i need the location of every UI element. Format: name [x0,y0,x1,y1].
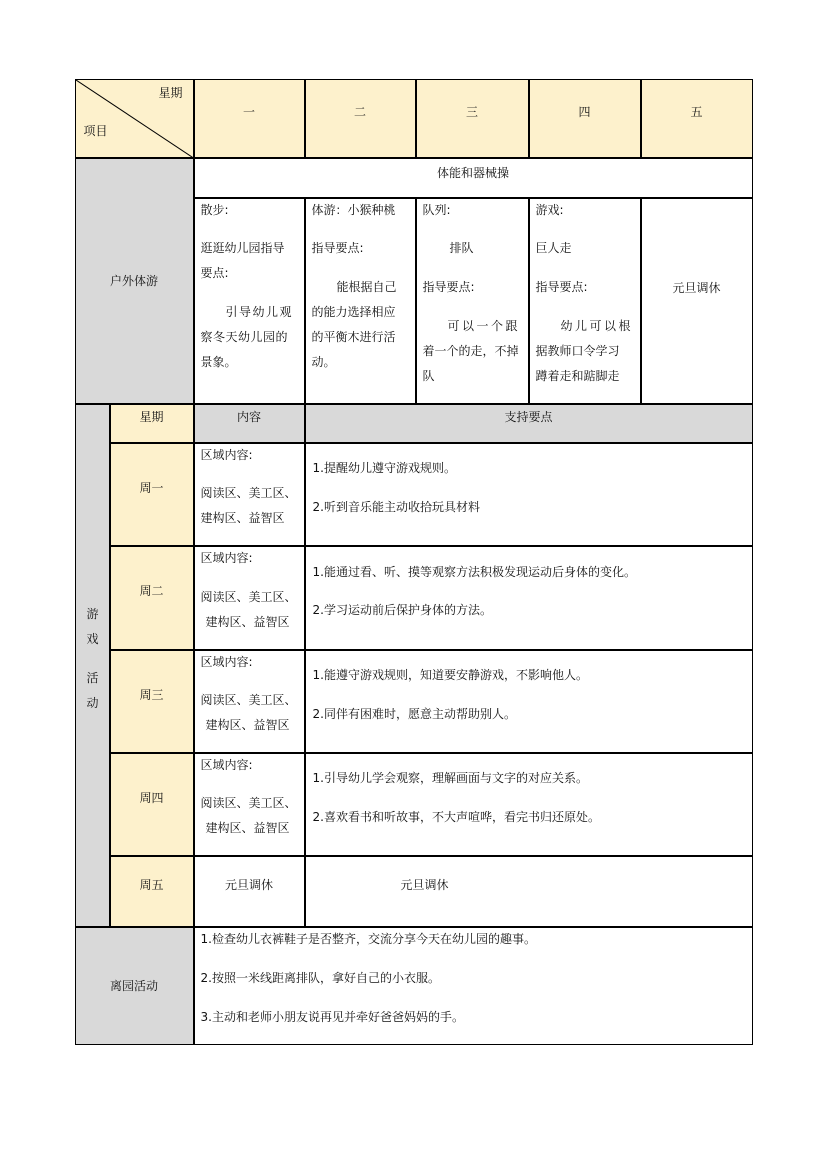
outdoor-mon-line: 景象。 [200,354,237,369]
header-day-tue: 二 [305,79,416,158]
game-row-content [194,650,305,753]
outdoor-thu-cell [529,198,641,404]
header-day-thu: 四 [529,79,641,158]
game-content-line: 建构区、益智区 [200,510,285,525]
outdoor-mon-cell [194,198,305,404]
game-content-line: 区域内容: [200,757,253,772]
outdoor-mon-line: 散步: [200,202,229,217]
game-row-day: 周四 [110,753,194,856]
game-content-line: 区域内容: [200,447,253,462]
header-day-wed: 三 [416,79,529,158]
outdoor-banner: 体能和器械操 [194,158,753,198]
outdoor-thu-line: 蹲着走和踮脚走 [535,368,620,383]
outdoor-thu-line: 巨人走 [535,240,572,255]
header-corner-cell [75,79,194,158]
game-row-support [305,443,753,546]
game-side-char: 游 [86,606,99,621]
outdoor-mon-line: 察冬天幼儿园的 [200,329,289,344]
game-side-char: 活 [86,670,99,685]
game-support-line: 元旦调休 [400,877,449,892]
game-support-line: 2.同伴有困难时，愿意主动帮助别人。 [312,706,516,721]
outdoor-wed-line: 排队 [449,240,474,255]
game-row-support [305,650,753,753]
game-side-label [75,404,110,927]
game-side-char: 动 [86,695,99,710]
header-day-fri: 五 [641,79,753,158]
game-row-content [194,753,305,856]
game-content-line: 阅读区、美工区、 [200,692,297,707]
leave-point: 2.按照一米线距离排队，拿好自己的小衣服。 [200,970,440,985]
game-side-char: 戏 [86,631,99,646]
game-support-line: 2.听到音乐能主动收拾玩具材料 [312,499,480,514]
game-support-line: 1.提醒幼儿遵守游戏规则。 [312,460,456,475]
outdoor-wed-line: 队列: [422,202,451,217]
outdoor-mon-line: 逛逛幼儿园指导 [200,240,285,255]
game-content-line: 阅读区、美工区、 [200,589,297,604]
game-content-line: 阅读区、美工区、 [200,795,297,810]
header-day-mon: 一 [194,79,305,158]
game-col-support: 支持要点 [305,404,753,443]
outdoor-tue-cell [305,198,416,404]
game-row-content [194,546,305,650]
game-row-support [305,856,753,927]
game-row-day: 周一 [110,443,194,546]
outdoor-tue-line: 体游：小猴种桃 [311,202,396,217]
game-row-day: 周三 [110,650,194,753]
game-row-support [305,753,753,856]
leave-point: 3.主动和老师小朋友说再见并牵好爸爸妈妈的手。 [200,1009,464,1024]
game-row-content: 元旦调休 [194,856,305,927]
game-row-support [305,546,753,650]
game-content-line: 建构区、益智区 [205,820,290,835]
game-row-day: 周二 [110,546,194,650]
outdoor-wed-cell [416,198,529,404]
outdoor-tue-line: 的能力选择相应 [311,304,396,319]
game-support-line: 1.引导幼儿学会观察，理解画面与文字的对应关系。 [312,770,588,785]
game-support-line: 1.能遵守游戏规则，知道要安静游戏，不影响他人。 [312,667,588,682]
game-support-line: 2.喜欢看书和听故事，不大声喧哗，看完书归还原处。 [312,809,600,824]
corner-weekday-label: 星期 [158,85,183,100]
game-col-week: 星期 [110,404,194,443]
outdoor-fri-cell: 元旦调休 [641,198,753,404]
outdoor-thu-line: 据教师口令学习 [535,343,620,358]
outdoor-mon-line: 要点: [200,265,229,280]
game-content-line: 区域内容: [200,654,253,669]
game-col-content: 内容 [194,404,305,443]
outdoor-label: 户外体游 [75,158,194,404]
game-content-line: 建构区、益智区 [205,614,290,629]
outdoor-tue-line: 指导要点: [311,240,364,255]
outdoor-tue-line: 的平衡木进行活 [311,329,396,344]
outdoor-wed-line: 着一个的走，不掉 [422,343,519,358]
leave-points [194,927,753,1045]
outdoor-thu-line: 游戏: [535,202,564,217]
outdoor-tue-line: 能根据自己 [336,279,397,294]
game-content-line: 阅读区、美工区、 [200,485,297,500]
outdoor-wed-line: 可以一个跟 [447,318,521,333]
game-support-line: 2.学习运动前后保护身体的方法。 [312,602,492,617]
leave-label: 离园活动 [75,927,194,1045]
game-row-day: 周五 [110,856,194,927]
outdoor-thu-line: 幼儿可以根 [560,318,634,333]
corner-item-label: 项目 [83,123,108,138]
outdoor-mon-line: 引导幼儿观 [225,304,294,319]
game-row-content [194,443,305,546]
outdoor-thu-line: 指导要点: [535,279,588,294]
leave-point: 1.检查幼儿衣裤鞋子是否整齐，交流分享今天在幼儿园的趣事。 [200,931,536,946]
outdoor-wed-line: 队 [422,368,435,383]
outdoor-wed-line: 指导要点: [422,279,475,294]
outdoor-tue-line: 动。 [311,354,336,369]
game-support-line: 1.能通过看、听、摸等观察方法积极发现运动后身体的变化。 [312,564,636,579]
game-content-line: 区域内容: [200,550,253,565]
game-content-line: 建构区、益智区 [205,717,290,732]
